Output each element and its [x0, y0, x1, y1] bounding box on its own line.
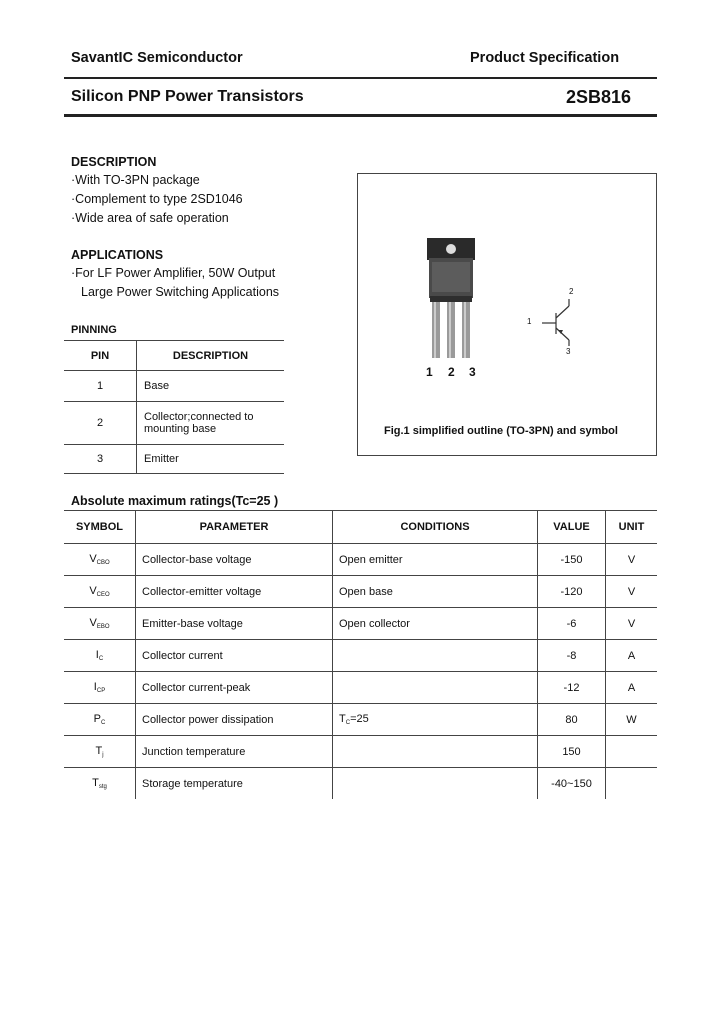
table-row: [64, 544, 657, 576]
unit-cell: [606, 768, 658, 800]
parameter-cell: Storage temperature: [136, 768, 333, 800]
parameter-cell: Junction temperature: [136, 736, 333, 768]
col-unit: UNIT: [606, 511, 658, 544]
description-item: ·Complement to type 2SD1046: [71, 192, 243, 206]
symbol-cell: $T_{stg}$: [92, 777, 107, 790]
col-value: VALUE: [538, 511, 606, 544]
conditions-cell: Open collector: [333, 608, 538, 640]
to3pn-package-icon: [427, 238, 475, 358]
unit-cell: V: [606, 576, 658, 608]
value-cell: -150: [538, 544, 606, 576]
table-row: [64, 445, 284, 474]
conditions-cell: [333, 672, 538, 704]
company-name: SavantIC Semiconductor: [71, 50, 243, 66]
pin-desc: Collector;connected to mounting base: [137, 402, 285, 445]
symbol-cell: $V_{EBO}$: [64, 608, 136, 640]
pin-desc: Emitter: [137, 445, 285, 474]
value-cell: -8: [538, 640, 606, 672]
table-row: [64, 608, 657, 640]
conditions-cell: [333, 736, 538, 768]
table-row: [64, 736, 657, 768]
unit-cell: V: [606, 608, 658, 640]
package-pin-label: 3: [469, 365, 476, 379]
pin-number: 3: [64, 445, 137, 474]
subtitle: Silicon PNP Power Transistors: [71, 88, 304, 105]
symbol-cell: $P_C$: [64, 704, 136, 736]
ratings-table: [64, 510, 657, 799]
table-row: [64, 576, 657, 608]
figure-caption: Fig.1 simplified outline (TO-3PN) and symbol: [384, 425, 618, 437]
table-row: [64, 768, 657, 800]
col-parameter: PARAMETER: [136, 511, 333, 544]
pin-header: PIN: [64, 341, 137, 371]
conditions-cell: [333, 640, 538, 672]
value-cell: -120: [538, 576, 606, 608]
symbol-base-label: 1: [527, 317, 532, 326]
part-number: 2SB816: [566, 87, 632, 107]
parameter-cell: Collector current: [136, 640, 333, 672]
pinning-table: [64, 340, 284, 474]
parameter-cell: Collector-base voltage: [136, 544, 333, 576]
symbol-cell: $I_C$: [64, 640, 136, 672]
value-cell: -40~150: [538, 768, 606, 800]
col-conditions: CONDITIONS: [333, 511, 538, 544]
table-row: [64, 640, 657, 672]
conditions-cell: $T_C=25$: [333, 704, 538, 736]
applications-title: APPLICATIONS: [71, 248, 164, 262]
table-row: [64, 371, 284, 402]
parameter-cell: Collector power dissipation: [136, 704, 333, 736]
table-row: [64, 672, 657, 704]
ratings-header-row: [64, 511, 657, 544]
symbol-emitter-label: 3: [566, 347, 571, 356]
symbol-cell: $V_{CBO}$: [64, 544, 136, 576]
conditions-cell: Open emitter: [333, 544, 538, 576]
value-cell: -12: [538, 672, 606, 704]
doc-type: Product Specification: [470, 50, 620, 66]
ratings-title: Absolute maximum ratings(Tc=25 ): [71, 494, 279, 508]
pin-desc-header: DESCRIPTION: [137, 341, 285, 371]
description-list: [71, 171, 243, 228]
table-row: [64, 402, 284, 445]
pinning-title: PINNING: [71, 324, 117, 336]
pin-number: 2: [64, 402, 137, 445]
unit-cell: A: [606, 672, 658, 704]
conditions-cell: [333, 768, 538, 800]
symbol-cell: $I_{CP}$: [64, 672, 136, 704]
pin-number: 1: [64, 371, 137, 402]
unit-cell: A: [606, 640, 658, 672]
parameter-cell: Collector-emitter voltage: [136, 576, 333, 608]
description-item: ·With TO-3PN package: [71, 173, 200, 187]
description-title: DESCRIPTION: [71, 155, 157, 169]
description-item: ·Wide area of safe operation: [71, 211, 229, 225]
value-cell: -6: [538, 608, 606, 640]
unit-cell: W: [606, 704, 658, 736]
package-pin-label: 2: [448, 365, 455, 379]
parameter-cell: Emitter-base voltage: [136, 608, 333, 640]
figure-box: [357, 173, 657, 456]
unit-cell: V: [606, 544, 658, 576]
header-rule-top: [64, 77, 657, 79]
symbol-cell: $V_{CEO}$: [64, 576, 136, 608]
table-row: [64, 704, 657, 736]
symbol-collector-label: 2: [569, 287, 574, 296]
header-rule-bottom: [64, 114, 657, 117]
value-cell: 80: [538, 704, 606, 736]
parameter-cell: Collector current-peak: [136, 672, 333, 704]
pin-desc: Base: [137, 371, 285, 402]
application-item: ·For LF Power Amplifier, 50W Output: [71, 266, 276, 280]
applications-list: [71, 264, 279, 302]
unit-cell: [606, 736, 658, 768]
value-cell: 150: [538, 736, 606, 768]
package-pin-label: 1: [426, 365, 433, 379]
col-symbol: SYMBOL: [64, 511, 136, 544]
package-and-symbol-drawing: [358, 174, 656, 455]
conditions-cell: Open base: [333, 576, 538, 608]
application-item: Large Power Switching Applications: [81, 285, 280, 299]
pnp-transistor-symbol-icon: [542, 299, 569, 346]
symbol-cell: $T_j$: [64, 736, 136, 768]
